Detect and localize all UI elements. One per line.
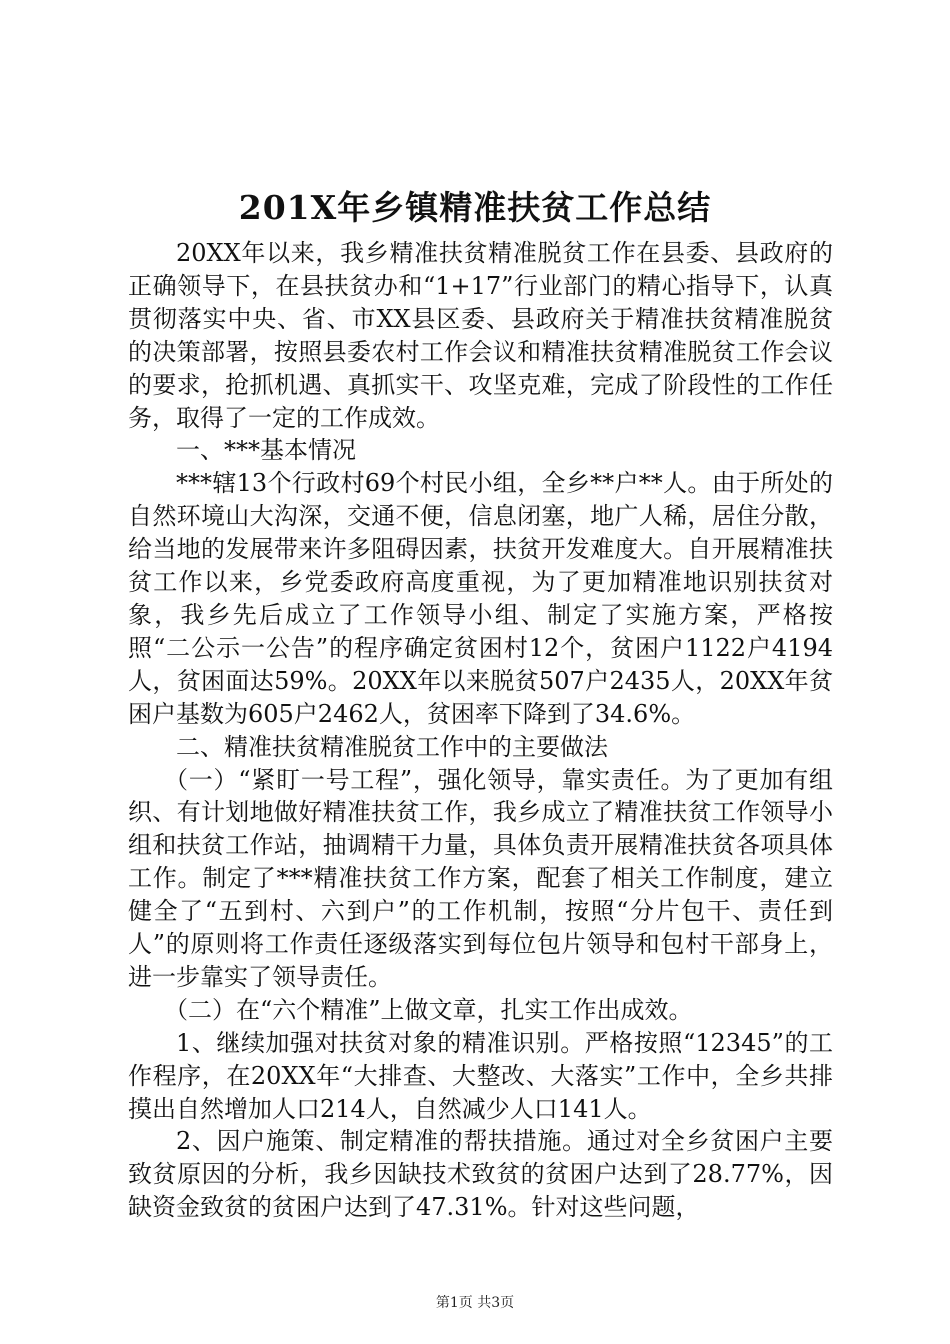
paragraph-item-2: 2、因户施策、制定精准的帮扶措施。通过对全乡贫困户主要致贫原因的分析，我乡因缺技术致贫的贫困户达到了28.77%，因缺资金致贫的贫困户达到了47.31%。针对这些问题，	[128, 1127, 833, 1222]
paragraph-basic-situation: ***辖13个行政村69个村民小组，全乡**户**人。由于所处的自然环境山大沟深，交通不便，信息闭塞，地广人稀，居住分散，给当地的发展带来许多阻碍因素，扶贫开发难度大。自开展精准扶贫工作以来，乡党委政府高度重视，为了更加精准地识别扶贫对象，我乡先后成立了工作领导小组、制定了实施方案，严格按照“二公示一公告”的程序确定贫困村12个，贫困户1122户4194人，贫困面达59%。20XX年以来脱贫507户2435人，20XX年贫困户基数为605户2462人，贫困率下降到了34.6%。	[128, 469, 833, 728]
section-heading-1: 一、***基本情况	[176, 436, 356, 465]
paragraph-subsection-2: （二）在“六个精准”上做文章，扎实工作出成效。	[164, 995, 693, 1024]
page-footer: 第1页 共3页	[435, 1295, 515, 1311]
document-body	[128, 237, 833, 1224]
paragraph-item-1: 1、继续加强对扶贫对象的精准识别。严格按照“12345”的工作程序，在20XX年“大排查、大整改、大落实”工作中，全乡共排摸出自然增加人口214人，自然减少人口141人。	[128, 1028, 833, 1123]
section-heading-2: 二、精准扶贫精准脱贫工作中的主要做法	[176, 732, 608, 761]
paragraph-subsection-1: （一）“紧盯一号工程”，强化领导，靠实责任。为了更加有组织、有计划地做好精准扶贫工作，我乡成立了精准扶贫工作领导小组和扶贫工作站，抽调精干力量，具体负责开展精准扶贫各项具体工作。制定了***精准扶贫工作方案，配套了相关工作制度，建立健全了“五到村、六到户”的工作机制，按照“分片包干、责任到人”的原则将工作责任逐级落实到每位包片领导和包村干部身上，进一步靠实了领导责任。	[128, 765, 833, 991]
document-title: 201X年乡镇精准扶贫工作总结	[238, 188, 712, 227]
paragraph-intro: 20XX年以来，我乡精准扶贫精准脱贫工作在县委、县政府的正确领导下，在县扶贫办和“1+17”行业部门的精心指导下，认真贯彻落实中央、省、市XX县区委、县政府关于精准扶贫精准脱贫的决策部署，按照县委农村工作会议和精准扶贫精准脱贫工作会议的要求，抢抓机遇、真抓实干、攻坚克难，完成了阶段性的工作任务，取得了一定的工作成效。	[128, 239, 833, 432]
